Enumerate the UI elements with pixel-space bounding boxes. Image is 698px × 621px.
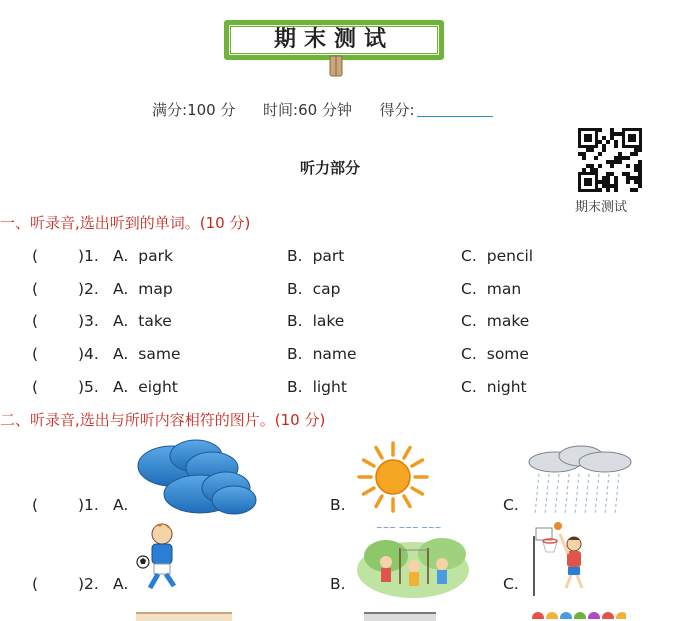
option-a: A. map [113,280,173,298]
question-number: )2. [78,280,99,298]
time-label: 时间: [263,101,299,119]
kids-playing-icon[interactable] [356,518,470,598]
question-row [0,345,698,367]
option-b: B. light [287,378,347,396]
question-number: )2. [78,575,99,593]
option-c: C. man [461,280,522,298]
page-title: 期末测试 [273,27,394,52]
question-number: )1. [78,496,99,514]
soccer-boy-icon[interactable] [134,520,188,596]
option-c-label: C. [503,496,519,514]
option-b: B. part [287,247,345,265]
answer-paren[interactable]: ( [32,496,39,514]
option-c: C. pencil [461,247,534,265]
question-number: )3. [78,312,99,330]
question-number: )5. [78,378,99,396]
cloud-icon[interactable] [134,438,258,518]
question-row [0,312,698,334]
question-row [0,378,698,400]
time-value: 60 分钟 [298,101,352,119]
option-a-label: A. [113,575,129,593]
score-label: 得分: [379,101,415,119]
score-blank[interactable] [417,102,493,117]
answer-paren[interactable]: ( [32,312,39,330]
basketball-boy-icon[interactable] [528,520,598,596]
cropped-picture [530,610,626,619]
pin-icon [327,54,345,78]
score-line [152,99,493,120]
part1-heading: 一、听录音,选出听到的单词。(10 分) [0,214,251,232]
part2-heading: 二、听录音,选出与所听内容相符的图片。(10 分) [0,411,326,429]
question-number: )4. [78,345,99,363]
rain-cloud-icon[interactable] [525,444,635,516]
cropped-picture [136,612,232,621]
option-c: C. some [461,345,529,363]
answer-paren[interactable]: ( [32,345,39,363]
option-b-label: B. [330,496,346,514]
answer-paren[interactable]: ( [32,280,39,298]
question-row [0,280,698,302]
question-row [0,247,698,269]
qr-code-icon[interactable] [578,128,642,192]
qr-caption: 期末测试 [575,200,628,215]
option-c: C. make [461,312,530,330]
full-score-value: 100 分 [187,101,236,119]
option-a: A. eight [113,378,178,396]
option-b-label: B. [330,575,346,593]
option-a: A. same [113,345,181,363]
option-b: B. name [287,345,357,363]
question-number: )1. [78,247,99,265]
answer-paren[interactable]: ( [32,378,39,396]
option-c: C. night [461,378,527,396]
cropped-picture [364,612,436,621]
option-a-label: A. [113,496,129,514]
full-score-label: 满分: [152,101,188,119]
answer-paren[interactable]: ( [32,575,39,593]
answer-paren[interactable]: ( [32,247,39,265]
option-a: A. take [113,312,172,330]
option-c-label: C. [503,575,519,593]
option-b: B. lake [287,312,345,330]
sun-icon[interactable] [356,440,430,514]
section-title: 听力部分 [300,159,361,177]
option-a: A. park [113,247,173,265]
option-b: B. cap [287,280,341,298]
svg-text:~~~ ~~~ ~~~: ~~~ ~~~ ~~~ [376,523,442,532]
